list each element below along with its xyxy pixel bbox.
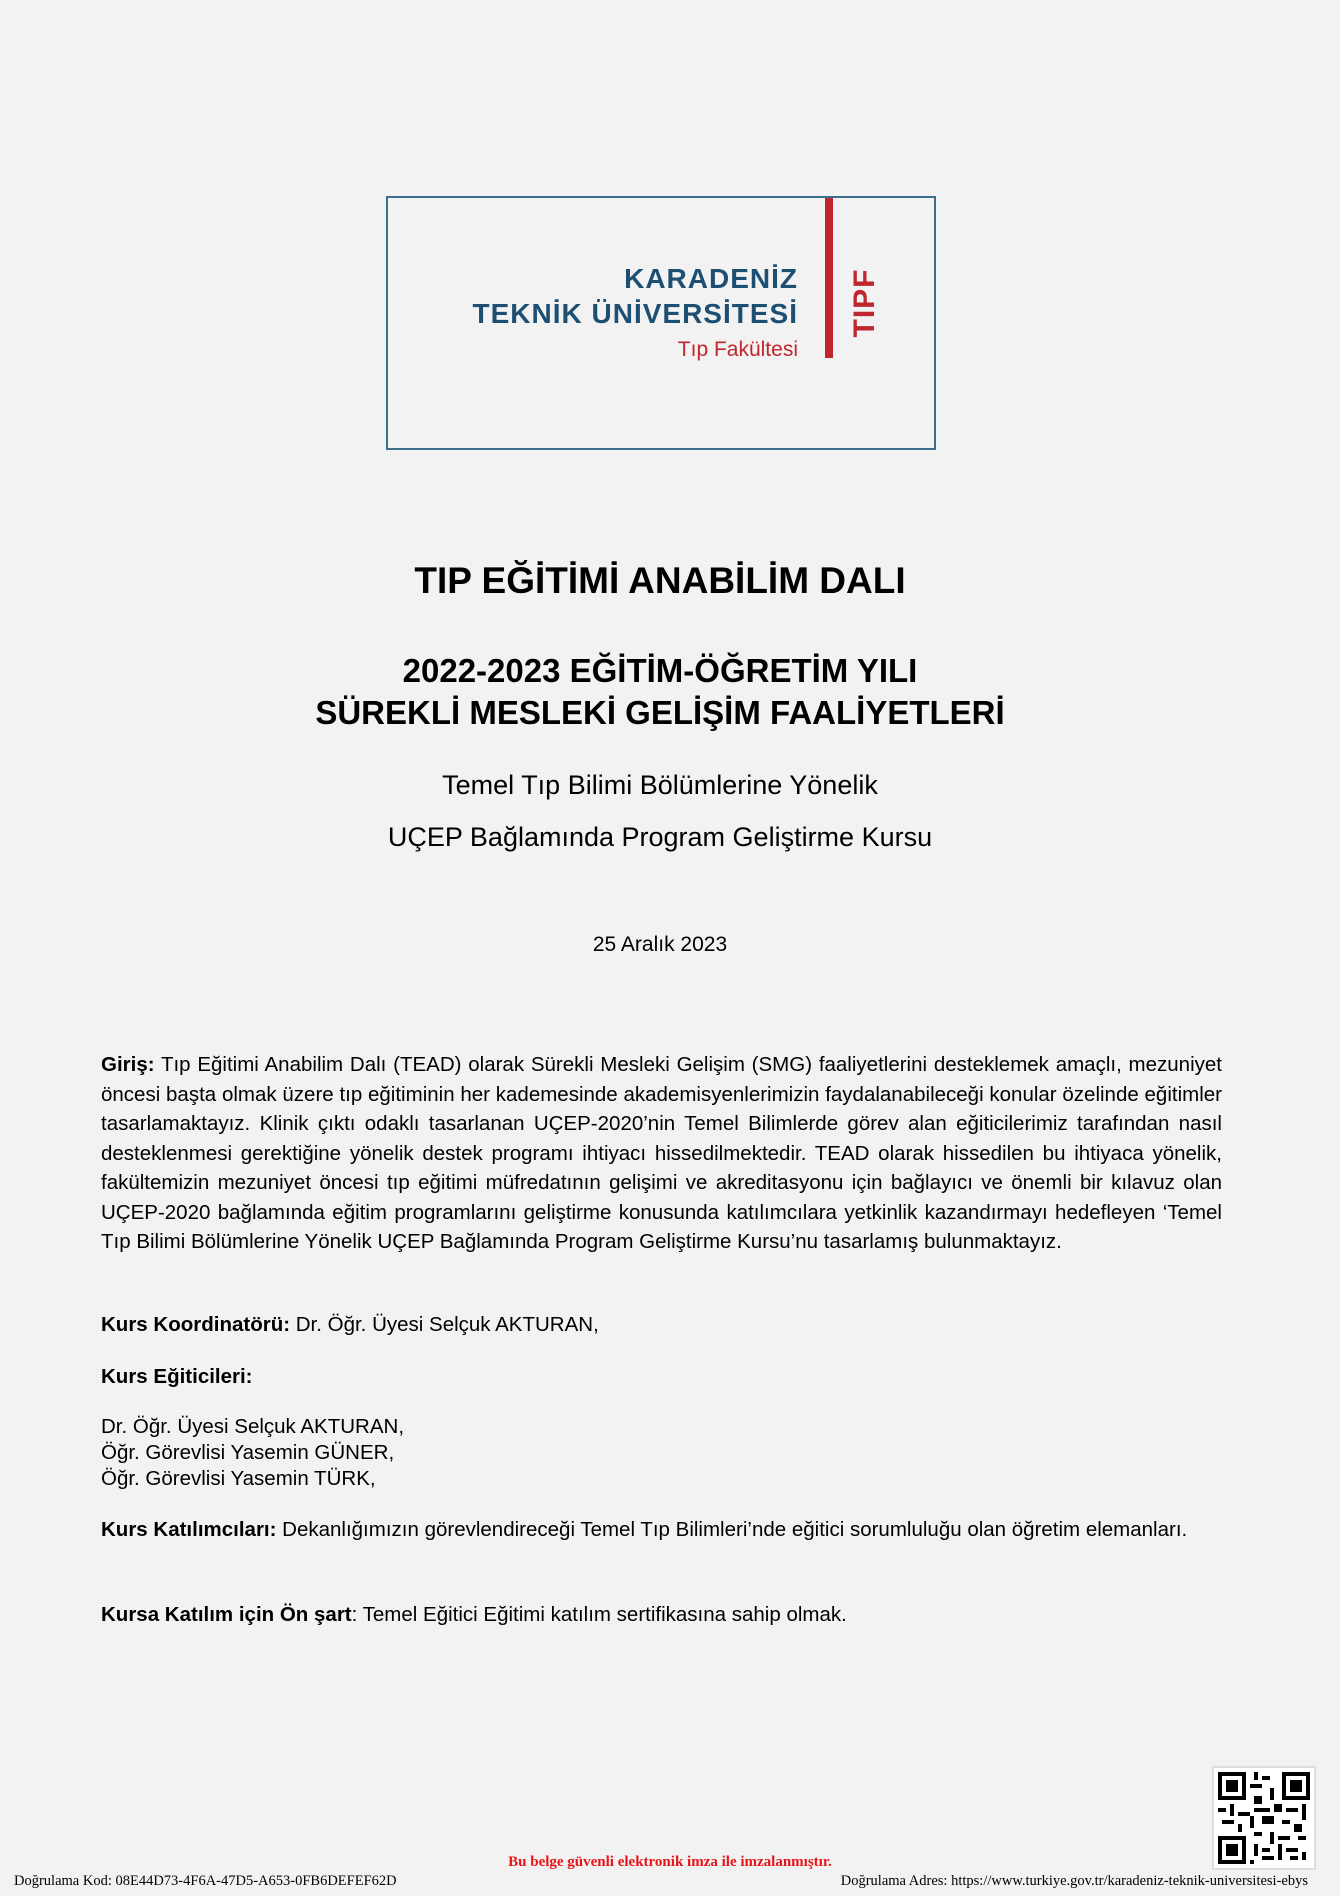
course-title-line2: UÇEP Bağlamında Program Geliştirme Kursu [387,822,933,852]
participants-value: Dekanlığımızın görevlendireceği Temel Tıp Bilimleri’nde eğitici sorumluluğu olan öğretim elemanları. [276,1518,1188,1541]
program-title [0,650,1320,734]
participants-label: Kurs Katılımcıları: [101,1518,277,1541]
e-signature-notice: Bu belge güvenli elektronik imza ile imzalanmıştır. [508,1854,832,1870]
prerequisite-label: Kursa Katılım için Ön şart [101,1603,352,1626]
trainers-list [101,1414,1222,1492]
list-item: Öğr. Görevlisi Yasemin GÜNER, [101,1441,395,1464]
intro-text: Tıp Eğitimi Anabilim Dalı (TEAD) olarak Sürekli Mesleki Gelişim (SMG) faaliyetlerini desteklemek amaçlı, mezuniyet öncesi başta olmak üzere tıp eğitiminin her kademesinde akademisyenlerimizin faydalanabileceği konular özelinde eğitimler tasarlamaktayız. Klinik çıktı odaklı tasarlanan UÇEP-2020’nin Temel Bilimlerde görev alan eğiticilerimiz tarafından nasıl desteklenmesi gerektiğine yönelik destek programı ihtiyacı hissedilmektedir. TEAD olarak hissedilen bu ihtiyaca yönelik, fakültemizin mezuniyet öncesi tıp eğitimi müfredatının gelişimi ve akreditasyonu için bağlayıcı ve önemli bir kılavuz olan UÇEP-2020 bağlamında eğitim programlarını geliştirme konusunda katılımcılara yetkinlik kazandırmayı hedefleyen ‘Temel Tıp Bilimi Bölümlerine Yönelik UÇEP Bağlamında Program Geliştirme Kursu’nu tasarlamış bulunmaktayız. [101,1053,1222,1253]
verification-address: Doğrulama Adres: https://www.turkiye.gov.tr/karadeniz-teknik-universitesi-ebys [840,1873,1308,1889]
logo-university-line1: KARADENİZ [624,263,798,294]
trainers-label: Kurs Eğiticileri: [101,1365,253,1388]
coordinator-label: Kurs Koordinatörü: [101,1313,291,1336]
list-item: Öğr. Görevlisi Yasemin TÜRK, [101,1467,376,1490]
document-date: 25 Aralık 2023 [592,933,728,956]
program-title-line2: SÜREKLİ MESLEKİ GELİŞİM FAALİYETLERİ [315,694,1005,731]
coordinator-value: Dr. Öğr. Üyesi Selçuk AKTURAN, [290,1313,599,1336]
participants-paragraph [101,1515,1222,1545]
verification-code: Doğrulama Kod: 08E44D73-4F6A-47D5-A653-0FB6DEFEF62D [14,1873,397,1889]
intro-paragraph [101,1050,1222,1257]
coordinator-line [101,1310,1222,1340]
intro-label: Giriş: [101,1053,155,1076]
list-item: Dr. Öğr. Üyesi Selçuk AKTURAN, [101,1415,405,1438]
course-title-line1: Temel Tıp Bilimi Bölümlerine Yönelik [442,770,878,800]
department-title: TIP EĞİTİMİ ANABİLİM DALI [414,560,906,601]
program-title-line1: 2022-2023 EĞİTİM-ÖĞRETİM YILI [402,652,918,689]
logo-vertical-text: TIPF [848,268,881,338]
trainers-heading [101,1362,1222,1392]
prerequisite-value: : Temel Eğitici Eğitimi katılım sertifikasına sahip olmak. [351,1603,847,1626]
logo-red-bar [825,198,833,358]
university-logo [386,196,936,450]
logo-university-line2: TEKNİK ÜNİVERSİTESİ [472,298,798,329]
logo-faculty-name: Tıp Fakültesi [677,338,798,361]
prerequisite-line [101,1600,1222,1630]
